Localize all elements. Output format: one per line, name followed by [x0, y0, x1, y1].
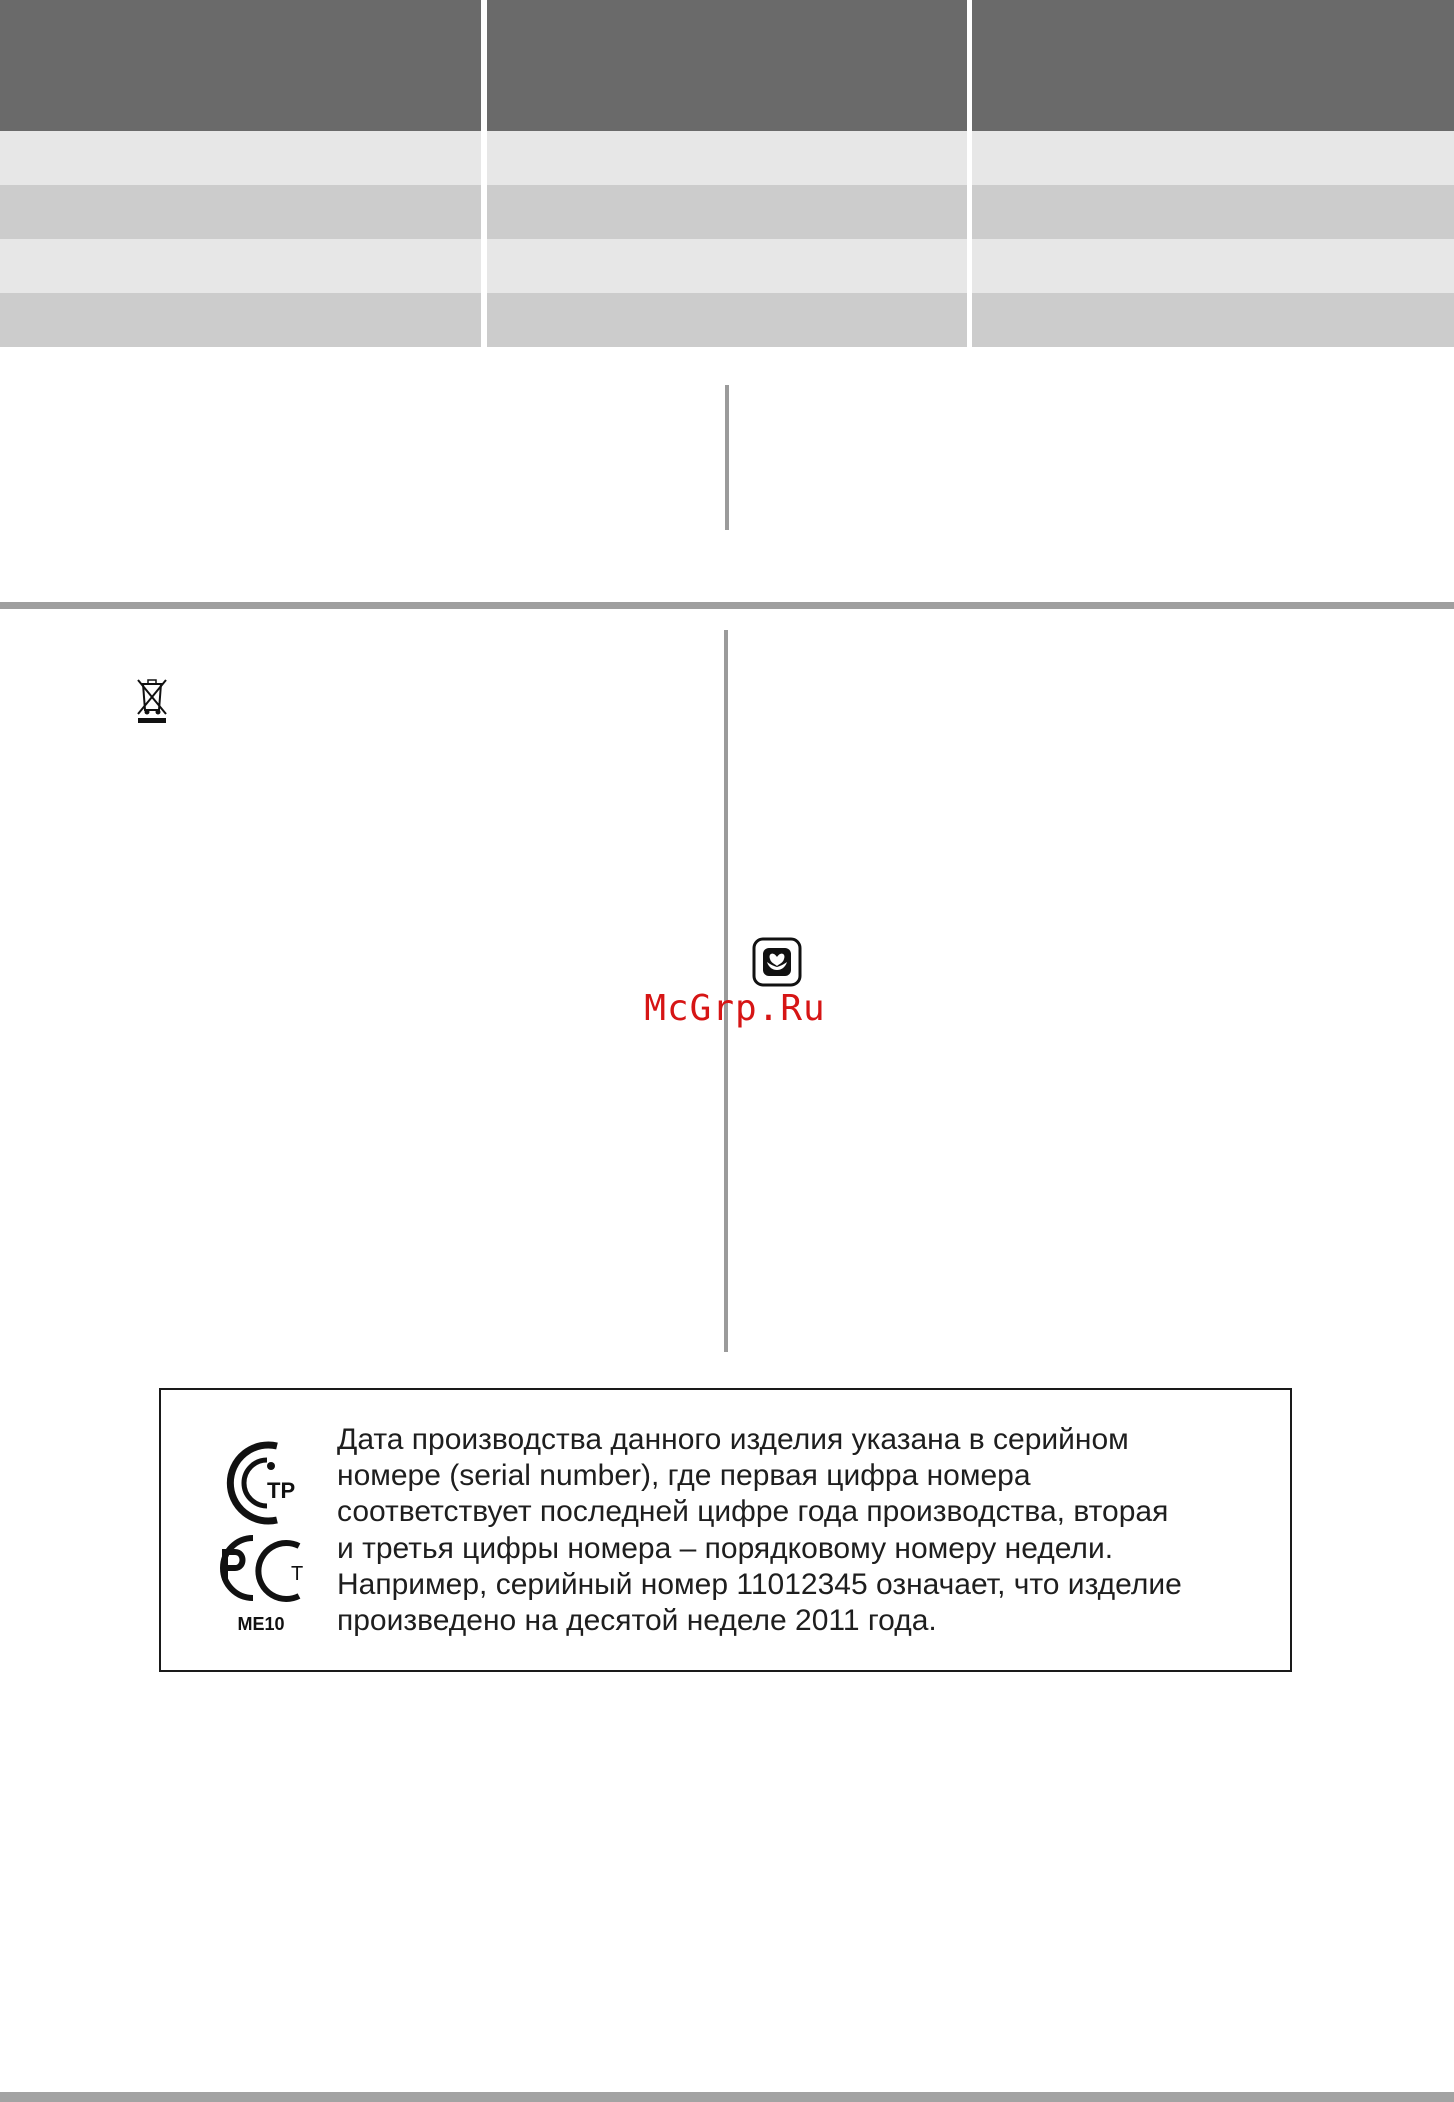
- svg-text:Т: Т: [291, 1563, 304, 1585]
- table-cell: [487, 131, 967, 185]
- notice-line: Дата производства данного изделия указана в серийном: [337, 1423, 1129, 1456]
- table-cell: [972, 293, 1454, 347]
- certification-code: ME10: [237, 1614, 285, 1634]
- footer-rule: [0, 2092, 1454, 2102]
- notice-line: произведено на десятой неделе 2011 года.: [337, 1604, 937, 1638]
- certification-marks: [205, 1428, 317, 1638]
- notice-line: номере (serial number), где первая цифра номера: [337, 1459, 1031, 1493]
- header-cell: [487, 0, 967, 131]
- notice-line: соответствует последней цифре года производства, вторая: [337, 1495, 1169, 1529]
- table-row: [0, 293, 1454, 347]
- table-cell: [487, 185, 967, 239]
- table-row: [0, 131, 1454, 185]
- table-cell: [972, 185, 1454, 239]
- table-cell: [487, 239, 967, 293]
- table-cell: [0, 185, 481, 239]
- table-cell: [0, 131, 481, 185]
- notice-box: [159, 1388, 1292, 1672]
- eco-flower-icon: [752, 937, 802, 987]
- notice-line: Например, серийный номер 11012345 означает, что изделие: [337, 1567, 1182, 1601]
- header-cell: [972, 0, 1454, 131]
- column-divider: [725, 385, 729, 530]
- notice-text: [337, 1422, 1277, 1639]
- table-cell: [972, 131, 1454, 185]
- header-cell: [0, 0, 481, 131]
- notice-line: и третья цифры номера – порядковому номеру недели.: [337, 1531, 1114, 1565]
- certification-logo: [205, 1428, 317, 1608]
- crossed-out-wheeled-bin-icon: [134, 676, 170, 724]
- table-cell: [0, 239, 481, 293]
- table-cell: [0, 293, 481, 347]
- table-row: [0, 185, 1454, 239]
- section-separator: [0, 602, 1454, 609]
- table-row: [0, 239, 1454, 293]
- spec-table-header: [0, 0, 1454, 131]
- svg-text:ТР: ТР: [267, 1478, 296, 1503]
- table-cell: [972, 239, 1454, 293]
- watermark-text: McGrp.Ru: [644, 988, 826, 1029]
- table-cell: [487, 293, 967, 347]
